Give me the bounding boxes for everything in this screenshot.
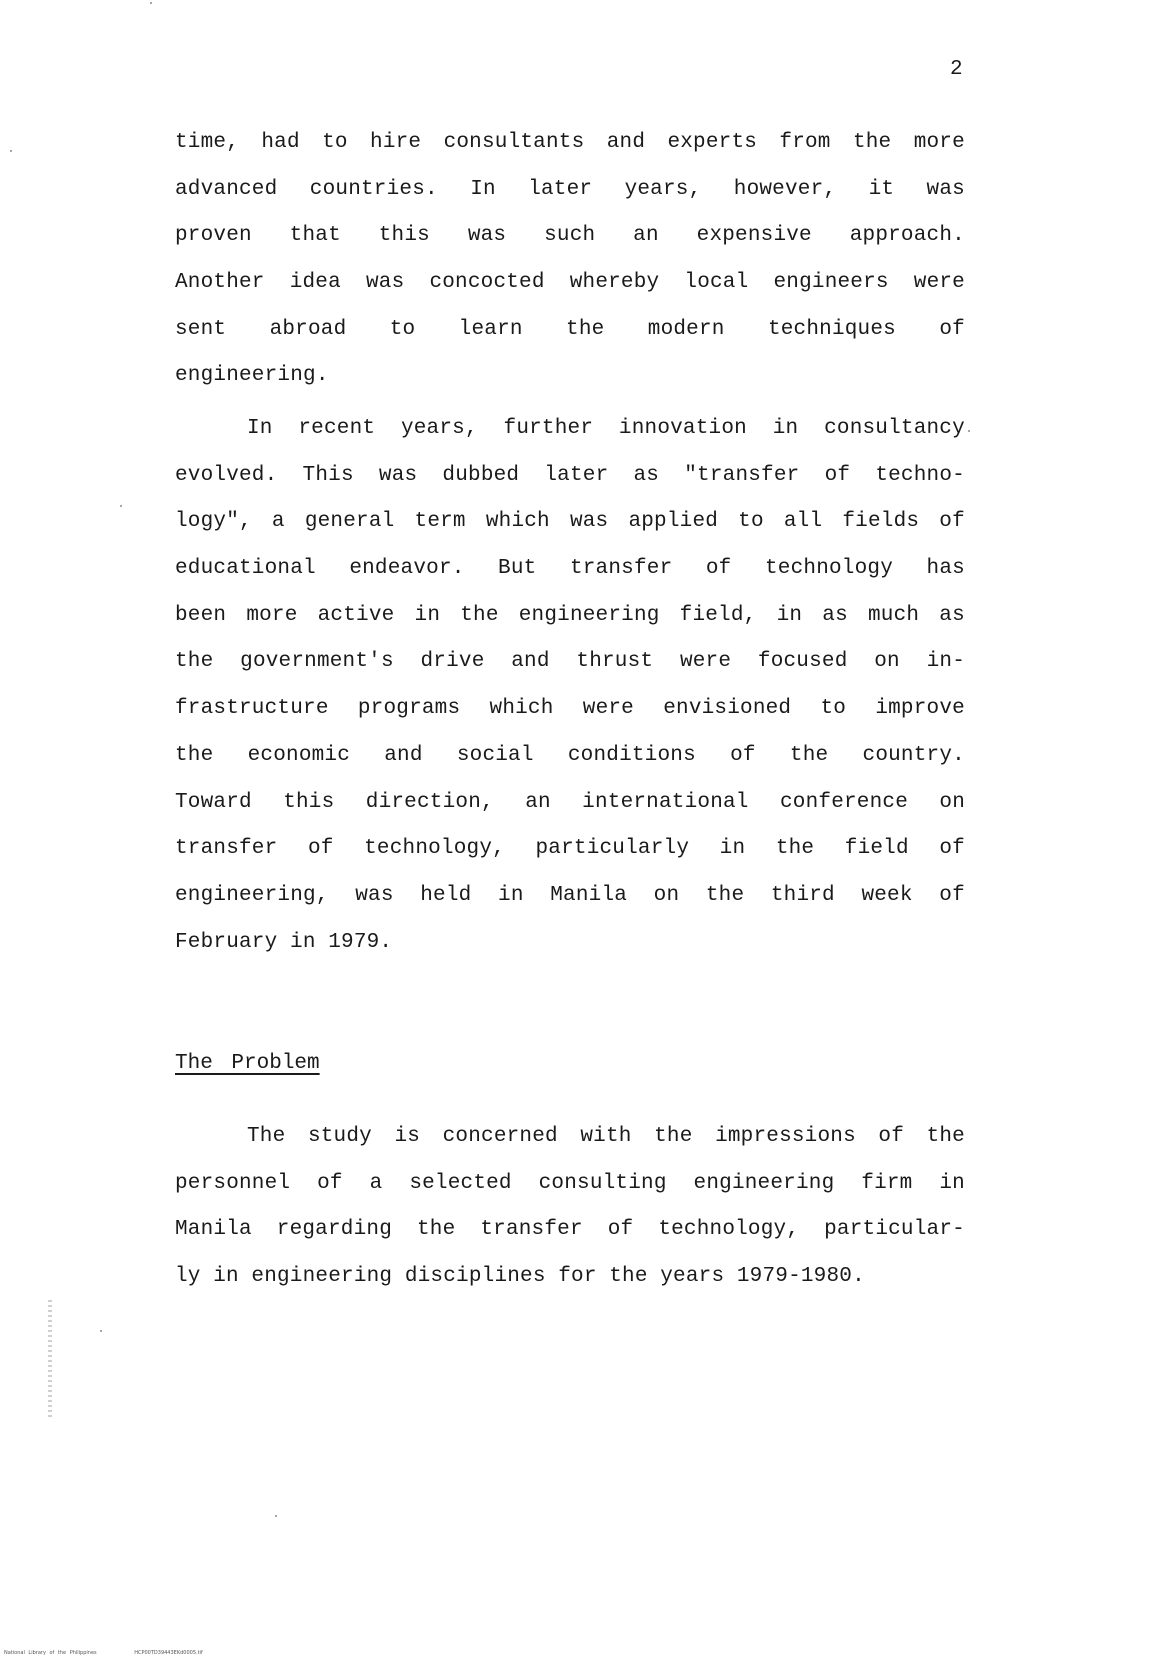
word: transfer [480,1218,583,1242]
word: to [820,697,847,721]
word: years, [400,417,478,440]
word: the [789,743,829,767]
word: in [939,1171,965,1195]
word: In [470,177,496,201]
word: held [420,883,472,907]
word: advanced [175,177,278,201]
word: focused [757,650,848,674]
word: engineering [518,603,660,627]
scan-speck [120,505,122,507]
word: from [779,131,831,154]
footer-file-id: HCP00TD39443EKd0005.tif [134,1650,203,1656]
word: frastructure [175,697,329,721]
word: The [247,1125,286,1148]
text-line [175,834,965,881]
word: the [175,650,214,674]
text-line [175,741,965,788]
word: the [566,317,605,341]
word: as [939,603,965,627]
word: of [730,743,756,767]
word: with [580,1125,632,1148]
word: later [544,463,609,487]
word: term [414,510,466,534]
word: personnel [175,1171,291,1195]
word: recent [298,417,376,440]
word: was [365,271,405,295]
word: of [878,1125,905,1148]
word: hire [370,131,422,154]
word: government's [240,650,394,674]
text-line [175,1215,965,1262]
word: study [307,1125,372,1148]
word: envisioned [663,697,792,721]
scan-speck [150,2,152,4]
text-line [175,554,965,601]
word: in [290,930,316,954]
word: 1979-1980. [736,1265,865,1289]
word: of [939,837,965,861]
scan-footer [4,1650,203,1656]
word: conference [779,790,909,814]
word: active [317,603,395,627]
word: firm [861,1171,913,1195]
word: engineering. [175,364,329,388]
word: on [874,650,900,674]
word: engineering [693,1171,835,1195]
word: drive [420,650,485,674]
word: field, [679,603,757,627]
word: on [653,883,680,907]
word: third [770,883,835,907]
word: ly [175,1265,201,1289]
word: general [304,510,395,534]
text-line [175,928,965,975]
word: week [861,883,913,907]
word: of [705,557,732,581]
word: expensive [696,224,812,248]
word: in [213,1265,239,1289]
word: the [609,1265,648,1289]
word: time, [175,131,240,154]
word: transfer [569,557,673,581]
word: technology, [364,837,505,861]
text-line [175,221,965,268]
word: country. [862,743,965,767]
word: to [389,317,416,341]
word: in [776,603,803,627]
word: on [939,790,965,814]
word: selected [409,1171,512,1195]
word: countries. [309,177,438,201]
word: years, [624,177,702,201]
section-heading: The Problem [175,1052,320,1075]
word: is [394,1125,421,1148]
footer-library: National Library of the Philippines [4,1650,97,1656]
word: proven [175,224,252,248]
scan-speck [10,150,12,152]
paragraph-1 [175,128,965,408]
word: consulting [538,1171,667,1195]
word: was [467,224,507,248]
word: were [913,271,965,295]
word: as [633,463,660,487]
word: of [307,837,334,861]
word: of [939,510,965,534]
word: a [271,510,285,534]
word: much [867,603,920,627]
word: international [582,790,749,814]
word: the [926,1125,965,1148]
word: the [852,131,892,154]
word: the [775,837,815,861]
word: disciplines [404,1265,546,1289]
word: was [378,463,418,487]
word: the [175,743,214,767]
text-line [175,315,965,362]
word: such [544,224,596,248]
scan-edge-mark [48,1300,52,1420]
text-line [175,1262,965,1309]
word: it [868,177,895,201]
word: sent [175,317,227,341]
word: however, [733,177,837,201]
word: that [289,224,341,248]
word: an [525,790,551,814]
word: engineering, [175,883,329,907]
word: impressions [715,1125,856,1148]
word: has [926,557,965,581]
word: local [684,271,749,295]
scan-speck [275,1515,277,1517]
word: all [783,510,823,534]
word: improve [875,697,965,721]
word: which [489,697,554,721]
word: of [607,1218,634,1242]
word: whereby [569,271,660,295]
word: thrust [576,650,654,674]
word: learn [458,317,523,341]
word: concerned [442,1125,558,1148]
word: was [926,177,965,201]
word: the [705,883,745,907]
word: particular- [824,1218,965,1242]
word: February [175,930,278,954]
text-line [175,128,965,175]
paragraph-3 [175,1122,965,1309]
word: to [322,131,348,154]
word: applied [628,510,719,534]
word: technology [764,557,894,581]
word: of [824,463,851,487]
word: approach. [849,224,965,248]
word: consultancy [824,417,965,440]
word: economic [247,743,351,767]
word: had [261,131,300,154]
word: fields [842,510,920,534]
word: social [456,743,534,767]
text-line [175,788,965,835]
word: experts [667,131,758,154]
word: an [633,224,659,248]
text-line [175,1122,965,1169]
word: innovation [618,417,747,440]
word: techno- [875,463,965,487]
word: engineering [251,1265,393,1289]
text-line [175,175,965,222]
scan-speck [968,430,970,432]
word: a [369,1171,383,1195]
word: Manila [175,1218,252,1242]
text-line [175,461,965,508]
word: the [460,603,499,627]
word: idea [289,271,341,295]
word: for [558,1265,597,1289]
word: particularly [535,837,690,861]
word: field [844,837,909,861]
word: direction, [365,790,494,814]
text-line [175,694,965,741]
word: as [822,603,848,627]
text-line [175,361,965,408]
word: were [582,697,634,721]
word: in [498,883,524,907]
word: years [660,1265,725,1289]
scan-speck [100,1330,102,1332]
word: was [355,883,394,907]
word: of [939,317,965,341]
word: logy", [175,510,252,534]
word: consultants [443,131,585,154]
text-line [175,1169,965,1216]
word: later [528,177,593,201]
word: In [247,417,273,440]
word: of [939,883,965,907]
word: abroad [269,317,347,341]
word: technology, [658,1218,800,1242]
word: techniques [767,317,896,341]
word: Another [175,271,265,295]
text-line [175,601,965,648]
word: been [175,603,227,627]
word: to [738,510,764,534]
word: further [503,417,594,440]
word: engineers [773,271,889,295]
word: in [719,837,746,861]
word: in- [926,650,965,674]
word: and [511,650,550,674]
word: This [302,463,354,487]
word: conditions [567,743,696,767]
word: the [654,1125,693,1148]
word: dubbed [442,463,520,487]
text-line [175,507,965,554]
word: the [416,1218,456,1242]
word: and [384,743,423,767]
word: concocted [429,271,545,295]
text-line [175,647,965,694]
page-number: 2 [950,58,963,81]
word: and [606,131,646,154]
word: of [317,1171,343,1195]
word: Manila [550,883,628,907]
word: Toward [175,790,252,814]
word: But [498,557,537,581]
word: in [414,603,441,627]
word: more [913,131,965,154]
paragraph-2 [175,414,965,974]
word: which [485,510,550,534]
word: more [246,603,298,627]
word: was [569,510,609,534]
word: regarding [276,1218,392,1242]
word: this [283,790,335,814]
word: were [679,650,732,674]
text-line [175,881,965,928]
word: modern [647,317,725,341]
word: endeavor. [349,557,465,581]
word: educational [175,557,316,581]
word: evolved. [175,463,278,487]
text-line [175,268,965,315]
word: programs [357,697,461,721]
text-line [175,414,965,461]
word: 1979. [328,930,393,954]
word: this [378,224,430,248]
word: in [772,417,799,440]
word: transfer [175,837,278,861]
word: "transfer [684,463,800,487]
